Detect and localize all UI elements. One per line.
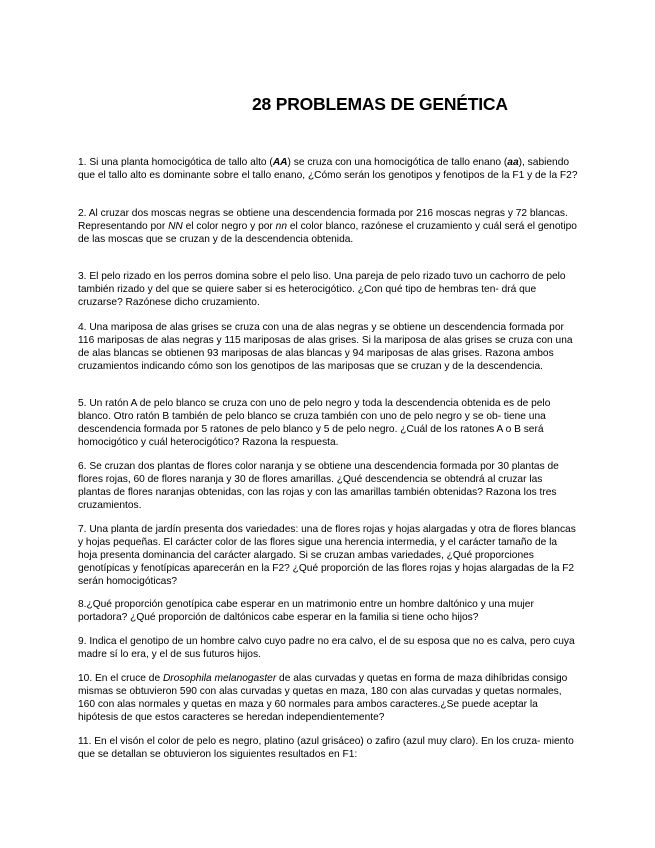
problem-1-text: ), sabiendo que el tallo alto es dominante sobre el tallo enano, ¿Cómo serán los genotipos y fenotipos de la F1 y de la F2? <box>78 157 578 181</box>
problem-11: 11. En el visón el color de pelo es negro, platino (azul grisáceo) o zafiro (azul muy claro). En los cruza- miento que se detallan se obtuvieron los siguientes resultados en F1: <box>78 736 574 760</box>
problem-10 <box>78 673 578 725</box>
problem-1-genotype-AA: AA <box>272 157 288 168</box>
problem-1-text: ) se cruza con una homocigótica de tallo enano ( <box>287 157 508 168</box>
problem-5: 5. Un ratón A de pelo blanco se cruza con uno de pelo negro y toda la descendencia obtenida es de pelo blanco. Otro ratón B también de pelo blanco se cruza también con uno de pelo negro y se ob- tiene una descendencia formada por 5 ratones de pelo blanco y 5 de pelo negro. ¿Cuál de los ratones A o B será homocigótico y cuál heterocigótico? Razona la respuesta. <box>78 398 551 448</box>
problem-8: 8.¿Qué proporción genotípica cabe esperar en un matrimonio entre un hombre daltónico y una mujer portadora? ¿Qué proporción de daltónicos cabe esperar en la familia si tiene ocho hijos? <box>78 599 534 623</box>
problem-2-genotype-NN: NN <box>168 220 183 232</box>
page-title: 28 PROBLEMAS DE GENÉTICA <box>252 94 508 114</box>
problem-9: 9. Indica el genotipo de un hombre calvo cuyo padre no era calvo, el de su esposa que no es calva, pero cuya madre sí lo era, y el de sus futuros hijos. <box>78 636 575 660</box>
problem-1 <box>78 157 578 183</box>
problem-4: 4. Una mariposa de alas grises se cruza con una de alas negras y se obtiene un descendencia formada por 116 mariposas de alas negras y 115 mariposas de alas grises. Si la mariposa de alas grises se cruza con una de alas blancas se obtienen 93 mariposas de alas blancas y 94 mariposas de alas grises. Razona ambos cruzamientos indicando cómo son los genotipos de las mariposas que se cruzan y de la descendencia. <box>78 322 573 372</box>
problem-2-genotype-nn: nn <box>275 220 287 232</box>
problem-10-text: 10. En el cruce de <box>78 673 163 684</box>
problem-2-text: el color negro y por <box>182 220 276 232</box>
problem-2-text: 2. Al cruzar dos moscas negras se obtiene una descendencia formada por 216 moscas negras y 72 blancas. Representando por <box>78 208 568 232</box>
problem-2 <box>78 208 578 247</box>
problem-1-text: 1. Si una planta homocigótica de tallo alto ( <box>78 157 273 168</box>
problem-1-genotype-aa: aa <box>507 157 519 168</box>
problem-3: 3. El pelo rizado en los perros domina sobre el pelo liso. Una pareja de pelo rizado tuvo un cachorro de pelo también rizado y del que se quiere saber si es heterocigótico. ¿Con qué tipo de hembras ten- drá que cruzarse? Razónese dicho cruzamiento. <box>78 271 566 308</box>
problem-6: 6. Se cruzan dos plantas de flores color naranja y se obtiene una descendencia formada por 30 plantas de flores rojas, 60 de flores naranja y 30 de flores amarillas. ¿Qué descendencia se obtendrá al cruzar las plantas de flores naranjas obtenidas, con las rojas y con las amarillas también obtenidas? Razona los tres cruzamientos. <box>78 461 559 511</box>
problem-10-species: Drosophila melanogaster <box>162 673 277 684</box>
problem-10-text: de alas curvadas y quetas en forma de maza dihíbridas consigo mismas se obtuvieron 590 con alas curvadas y quetas en maza, 180 con alas curvadas y quetas normales, 160 con alas normales y quetas en maza y 60 normales para ambos caracteres.¿Se puede aceptar la hipótesis de que estos caracteres se heredan independientemente? <box>78 673 568 723</box>
problem-7: 7. Una planta de jardín presenta dos variedades: una de flores rojas y hojas alargadas y otra de flores blancas y hojas pequeñas. El carácter color de las flores sigue una herencia intermedia, y el carácter tamaño de la hoja presenta dominancia del carácter alargado. Si se cruzan ambas variedades, ¿Qué proporciones genotípicas y fenotípicas aparecerán en la F2? ¿Qué proporción de las flores rojas y hojas alargadas de la F2 serán homocigóticas? <box>78 524 576 587</box>
problem-2-text: el color blanco, razónese el cruzamiento y cuál será el genotipo de las moscas que se cruzan y de la descendencia obtenida. <box>78 220 577 245</box>
